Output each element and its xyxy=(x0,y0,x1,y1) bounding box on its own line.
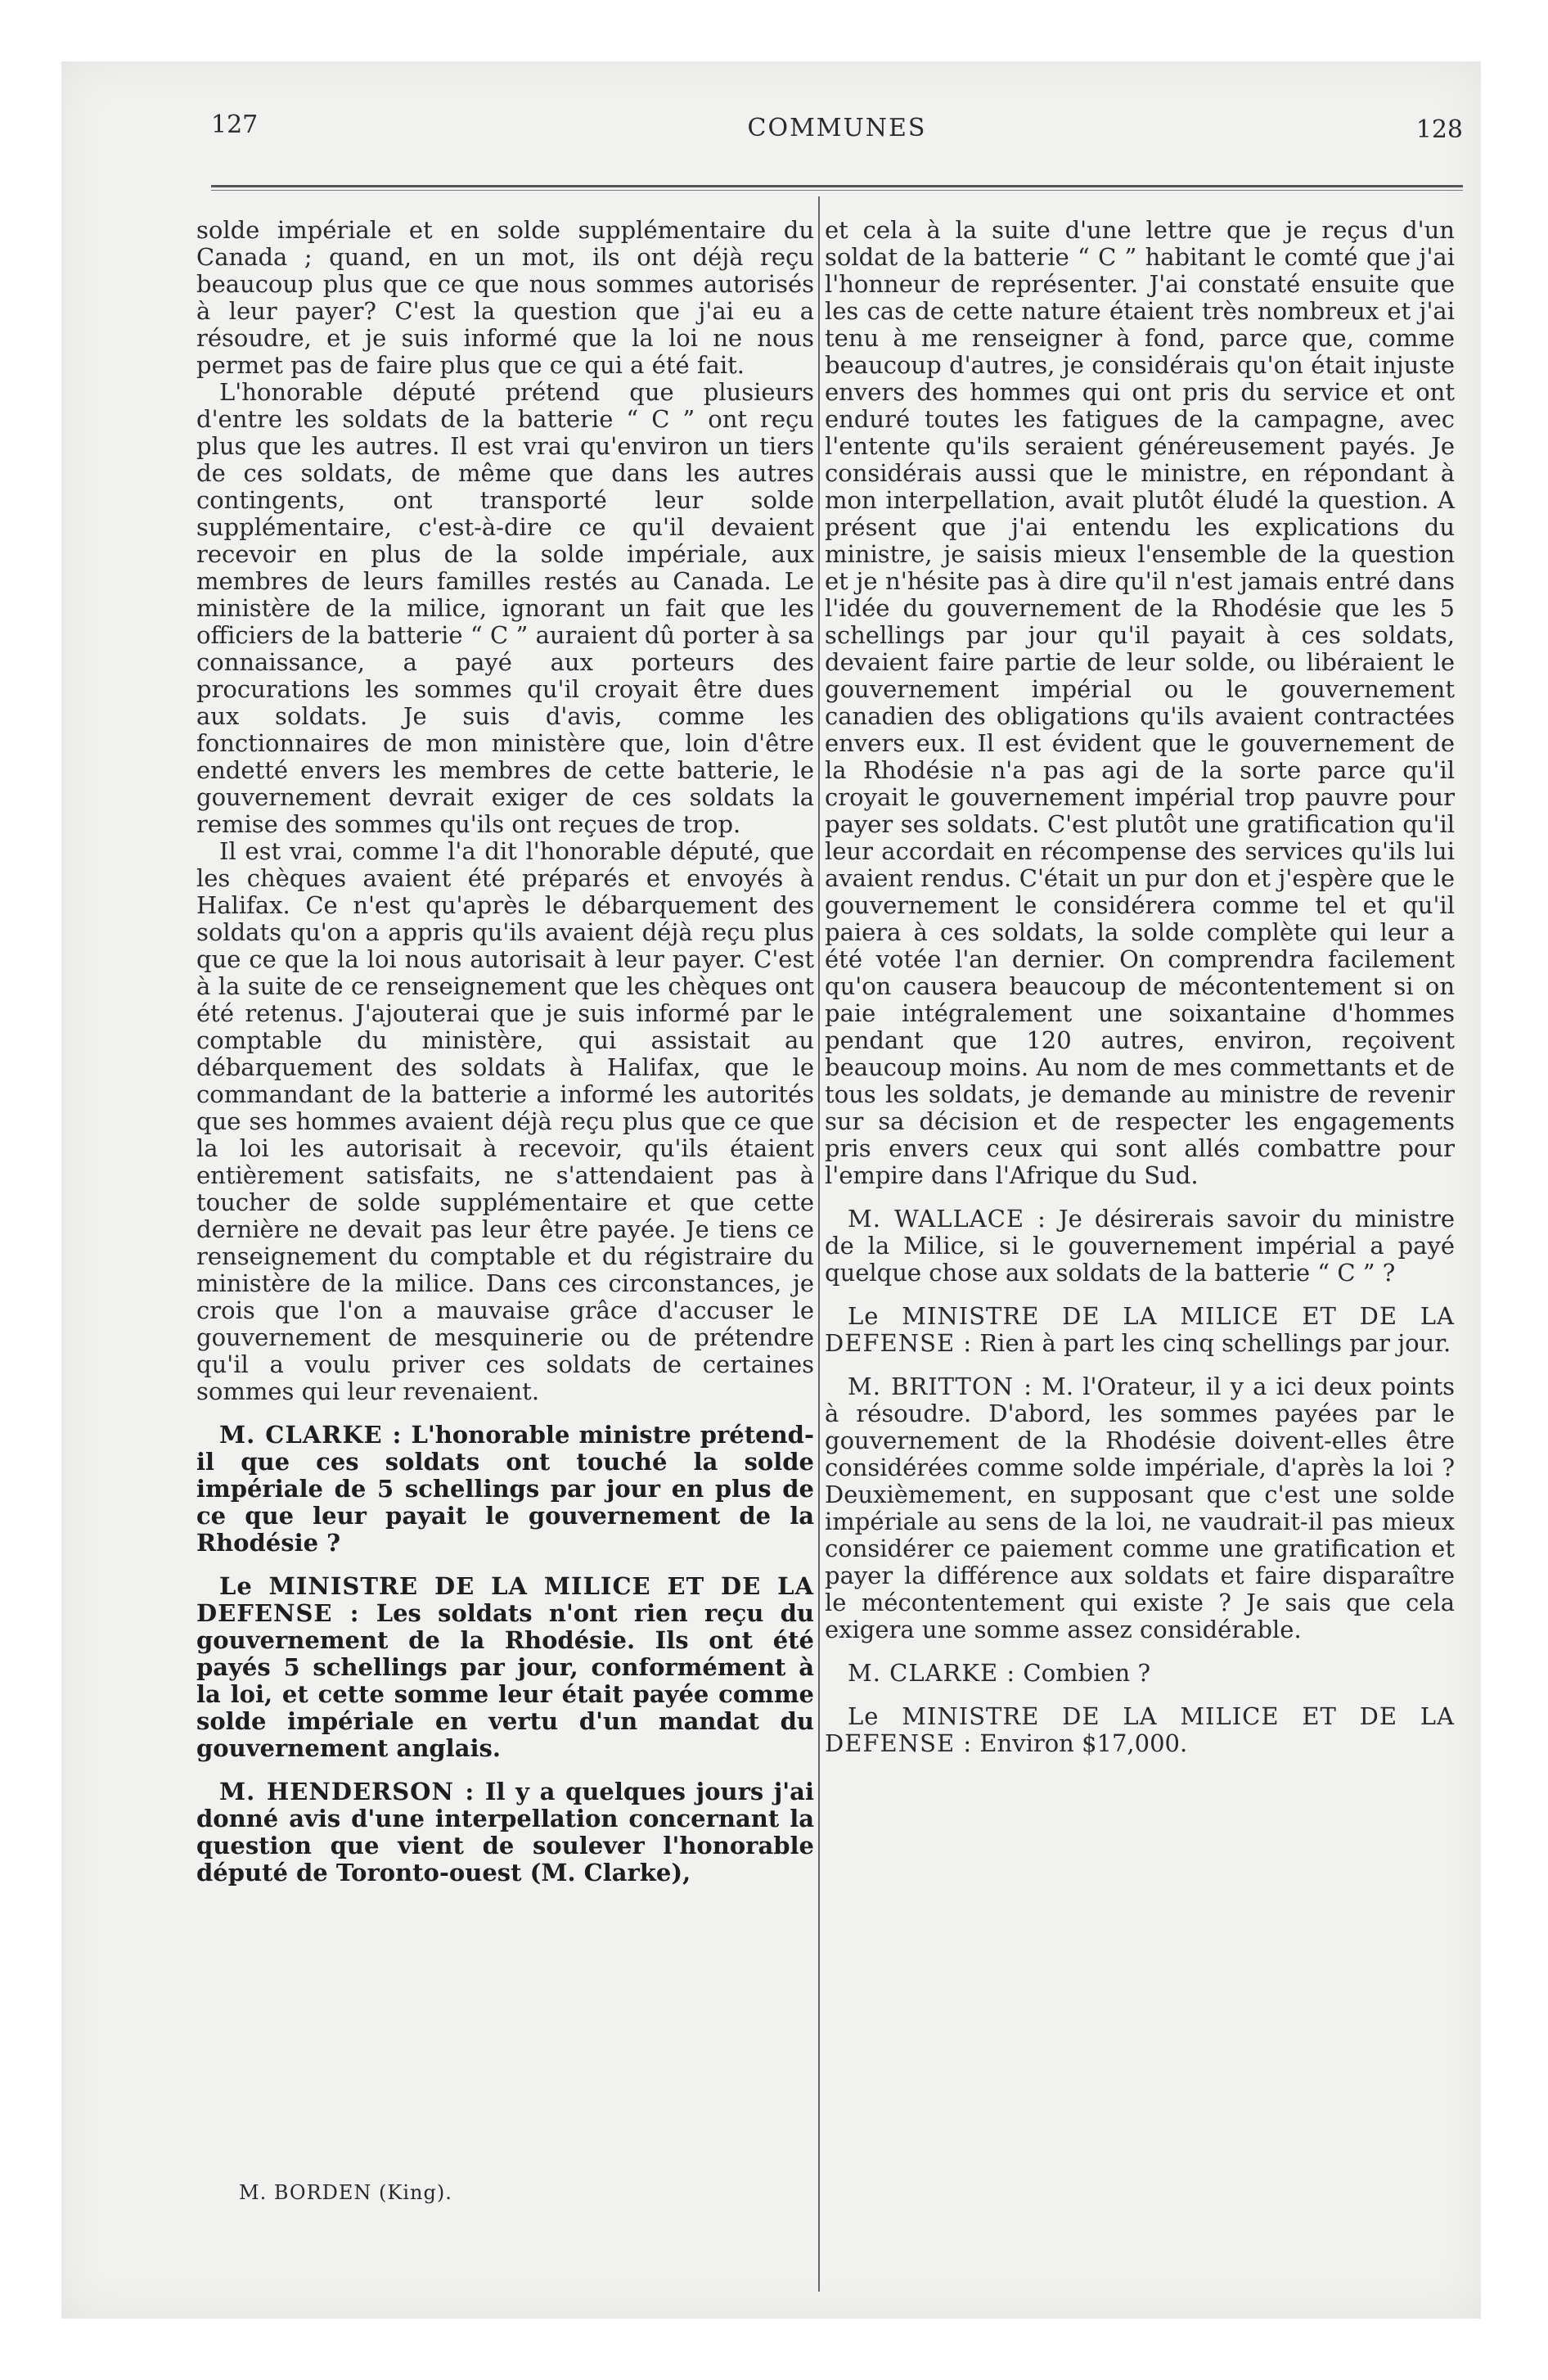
speech-text: Il y a quelques jours j'ai donné avis d'une interpellation concernant la question que vient de soulever l'honorable député de Toronto-ouest (M. Clarke), xyxy=(196,1778,814,1886)
speech-text: L'honorable ministre prétend-il que ces soldats ont touché la solde impériale de 5 schellings par jour en plus de ce que leur payait le gouvernement de la Rhodésie ? xyxy=(196,1421,814,1557)
speech-henderson xyxy=(196,1778,814,1886)
header-rule xyxy=(211,185,1463,191)
speech-minister xyxy=(825,1303,1455,1357)
speech-minister xyxy=(825,1703,1455,1757)
speaker-name: Le MINISTRE DE LA MILICE ET DE LA DEFENSE : xyxy=(825,1302,1455,1357)
speech-text: Environ $17,000. xyxy=(979,1729,1188,1757)
speaker-name: M. BRITTON : xyxy=(848,1373,1033,1400)
speaker-name: M. WALLACE : xyxy=(848,1205,1046,1233)
left-column xyxy=(196,217,814,1886)
speech-text: Rien à part les cinq schellings par jour. xyxy=(979,1329,1451,1357)
speech-clarke xyxy=(196,1422,814,1557)
speaker-name: M. CLARKE : xyxy=(219,1421,403,1449)
column-divider xyxy=(818,196,820,2292)
speech-minister xyxy=(196,1573,814,1762)
page-number-right: 128 xyxy=(1415,115,1463,144)
speaker-name: M. HENDERSON : xyxy=(219,1778,475,1805)
speech-text: Je désirerais savoir du ministre de la Milice, si le gouvernement impérial a payé quelque chose aux soldats de la batterie “ C ” ? xyxy=(825,1205,1456,1287)
speech-text: M. l'Orateur, il y a ici deux points à résoudre. D'abord, les sommes payées par le gouvernement de la Rhodésie doivent-elles être considérées comme solde impériale, d'après la loi ? Deuxièmement, en supposant que c'est une solde impériale au sens de la loi, ne vaudrait-il pas mieux considérer ce paiement comme une gratification et payer la différence aux soldats et faire disparaître le mécontentement qui existe ? Je sais que cela exigera une somme assez considérable. xyxy=(825,1373,1455,1643)
speech-wallace xyxy=(825,1206,1455,1287)
paragraph: et cela à la suite d'une lettre que je reçus d'un soldat de la batterie “ C ” habitant le comté que j'ai l'honneur de représenter. J'ai constaté ensuite que les cas de cette nature étaient très nombreux et j'ai tenu à me renseigner à fond, parce que, comme beaucoup d'autres, je considérais qu'on était injuste envers des hommes qui ont pris du service et ont enduré toutes les fatigues de la campagne, avec l'entente qu'ils seraient généreusement payés. Je considérais aussi que le ministre, en répondant à mon interpellation, avait plutôt éludé la question. A présent que j'ai entendu les explications du ministre, je saisis mieux l'ensemble de la question et je n'hésite pas à dire qu'il n'est jamais entré dans l'idée du gouvernement de la Rhodésie que les 5 schellings par jour qu'il payait à ces soldats, devaient faire partie de leur solde, ou libéraient le gouvernement impérial ou le gouvernement canadien des obligations qu'ils avaient contractées envers eux. Il est évident que le gouvernement de la Rhodésie n'a pas agi de la sorte parce qu'il croyait le gouvernement impérial trop pauvre pour payer ses soldats. C'est plutôt une gratification qu'il leur accordait en récompense des services qu'ils lui avaient rendus. C'était un pur don et j'espère que le gouvernement le considérera comme tel et qu'il paiera à ces soldats, la solde complète qui leur a été votée l'an dernier. On comprendra facilement qu'on causera beaucoup de mécontentement si on paie intégralement une soixantaine d'hommes pendant que 120 autres, environ, reçoivent beaucoup moins. Au nom de mes commettants et de tous les soldats, je demande au ministre de revenir sur sa décision et de respecter les engagements pris envers ceux qui sont allés combattre pour l'empire dans l'Afrique du Sud. xyxy=(825,216,1455,1189)
paragraph: Il est vrai, comme l'a dit l'honorable député, que les chèques avaient été préparés et envoyés à Halifax. Ce n'est qu'après le débarquement des soldats qu'on a appris qu'ils avaient déjà reçu plus que ce que la loi nous autorisait à leur payer. C'est à la suite de ce renseignement que les chèques ont été retenus. J'ajouterai que je suis informé par le comptable du ministère, qui assistait au débarquement des soldats à Halifax, que le commandant de la batterie a informé les autorités que ses hommes avaient déjà reçu plus que ce que la loi les autorisait à recevoir, qu'ils étaient entièrement satisfaits, ne s'attendaient pas à toucher de solde supplémentaire et que cette dernière ne devait pas leur être payée. Je tiens ce renseignement du comptable et du régistraire du ministère de la milice. Dans ces circonstances, je crois que l'on a mauvaise grâce d'accuser le gouvernement de mesquinerie ou de prétendre qu'il a voulu priver ces soldats de certaines sommes qui leur revenaient. xyxy=(196,837,814,1405)
speech-clarke xyxy=(825,1660,1455,1687)
paragraph: L'honorable député prétend que plusieurs d'entre les soldats de la batterie “ C ” ont reçu plus que les autres. Il est vrai qu'environ un tiers de ces soldats, de même que dans les autres contingents, ont transporté leur solde supplémentaire, c'est-à-dire ce qu'il devaient recevoir en plus de la solde impériale, aux membres de leurs familles restés au Canada. Le ministère de la milice, ignorant un fait que les officiers de la batterie “ C ” auraient dû porter à sa connaissance, a payé aux porteurs des procurations les sommes qu'il croyait être dues aux soldats. Je suis d'avis, comme les fonctionnaires de mon ministère que, loin d'être endetté envers les membres de cette batterie, le gouvernement devrait exiger de ces soldats la remise des sommes qu'ils ont reçues de trop. xyxy=(196,378,814,838)
right-column xyxy=(825,217,1455,1757)
page-header xyxy=(211,110,1463,160)
speaker-name: M. CLARKE : xyxy=(848,1659,1016,1687)
speech-britton xyxy=(825,1373,1455,1643)
speaker-name: Le MINISTRE DE LA MILICE ET DE LA DEFENSE : xyxy=(825,1702,1455,1757)
page-title: COMMUNES xyxy=(747,114,927,142)
footer-speaker-name: M. BORDEN (King). xyxy=(239,2181,452,2204)
speaker-name: Le MINISTRE DE LA MILICE ET DE LA DEFENSE : xyxy=(196,1572,814,1627)
speech-text: Combien ? xyxy=(1023,1659,1150,1687)
speech-text: Les soldats n'ont rien reçu du gouvernement de la Rhodésie. Ils ont été payés 5 schellings par jour, conformément à la loi, et cette somme leur était payée comme solde impériale en vertu d'un mandat du gouvernement anglais. xyxy=(196,1599,814,1762)
paragraph: solde impériale et en solde supplémentaire du Canada ; quand, en un mot, ils ont déjà reçu beaucoup plus que ce que nous sommes autorisés à leur payer? C'est la question que j'ai eu a résoudre, et je suis informé que la loi ne nous permet pas de faire plus que ce qui a été fait. xyxy=(196,216,814,379)
page-number-left: 127 xyxy=(211,110,259,139)
